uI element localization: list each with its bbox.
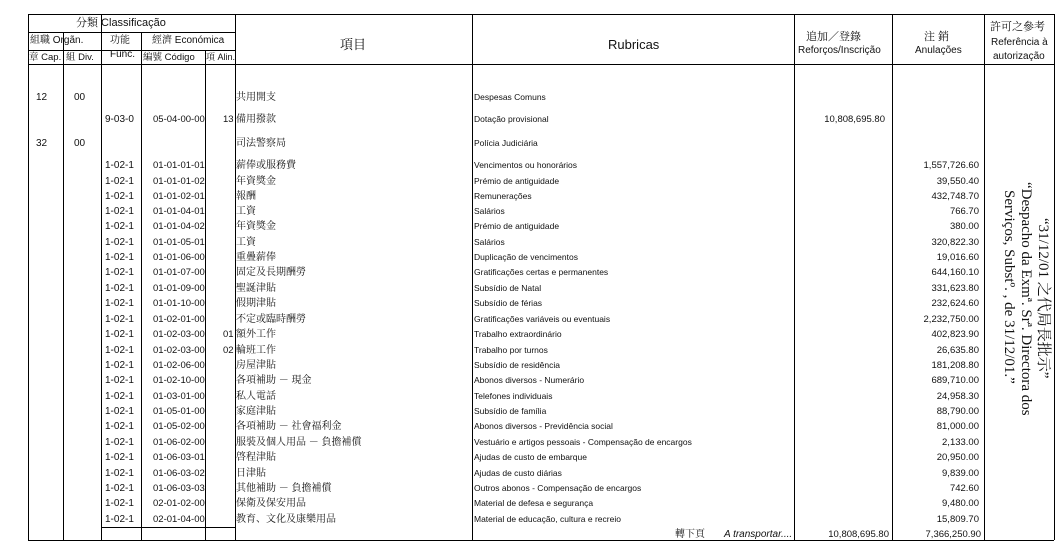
authorization-line2: “Despacho da Exmª. Srª. Directora dos [1018, 182, 1034, 416]
row-anulacao: 742.60 [949, 483, 979, 494]
row-func-code: 1-02-1 [105, 298, 134, 309]
row-econ-code: 02-01-04-00 [153, 514, 205, 525]
row-anulacao: 320,822.30 [931, 237, 979, 248]
header-reforcos-pt: Reforços/Inscrição [798, 45, 881, 56]
table-row [0, 159, 1063, 174]
header-anulacoes-zh: 注 銷 [924, 31, 950, 43]
row-rubrica: Subsídio de residência [474, 360, 561, 370]
table-row [0, 297, 1063, 312]
row-rubrica: Vestuário e artigos pessoais - Compensação de encargos [474, 437, 692, 447]
row-func-code: 1-02-1 [105, 237, 134, 248]
row-anulacao: 9,839.00 [942, 468, 979, 479]
row-econ-code: 01-01-01-01 [153, 160, 205, 171]
header-referencia-zh: 許可之參考 [990, 21, 1045, 33]
row-item-zh: 服裝及個人用品 － 負擔補償 [236, 437, 362, 448]
row-item-zh: 教育、文化及康樂用品 [236, 514, 336, 525]
header-div: 組 Div. [66, 52, 94, 63]
row-item-zh: 假期津貼 [236, 298, 276, 309]
table-row [0, 236, 1063, 251]
row-item-zh: 家庭津貼 [236, 406, 276, 417]
row-rubrica: Trabalho extraordinário [474, 329, 562, 339]
row-econ-code: 01-01-10-00 [153, 298, 205, 309]
row-func-code: 1-02-1 [105, 176, 134, 187]
row-func-code: 1-02-1 [105, 191, 134, 202]
row-econ-code: 01-02-03-00 [153, 329, 205, 340]
row-econ-code: 01-02-06-00 [153, 360, 205, 371]
table-row [0, 175, 1063, 190]
row-econ-code: 01-05-02-00 [153, 421, 205, 432]
row-item-zh: 日津貼 [236, 468, 266, 479]
row-anulacao: 24,958.30 [936, 391, 979, 402]
header-anulacoes-pt: Anulações [915, 45, 962, 56]
row-econ-code: 01-01-01-02 [153, 176, 205, 187]
row-item-zh: 固定及長期酬勞 [236, 267, 306, 278]
row-rubrica: Subsídio de férias [474, 298, 543, 308]
row-rubrica: Prémio de antiguidade [474, 221, 560, 231]
table-row [0, 91, 1063, 106]
row-item-zh: 司法警察局 [236, 138, 286, 149]
row-econ-code: 01-05-01-00 [153, 406, 205, 417]
row-func-code: 1-02-1 [105, 375, 134, 386]
row-anulacao: 766.70 [949, 206, 979, 217]
row-item-zh: 啓程津貼 [236, 452, 276, 463]
table-row [0, 374, 1063, 389]
header-organica: 組職 Orgãn. [30, 35, 84, 46]
table-row [0, 251, 1063, 266]
row-func-code: 1-02-1 [105, 437, 134, 448]
row-econ-code: 01-01-02-01 [153, 191, 205, 202]
header-reforcos-zh: 追加／登錄 [806, 31, 861, 43]
row-econ-code: 05-04-00-00 [153, 114, 205, 125]
row-rubrica: Duplicação de vencimentos [474, 252, 578, 262]
table-row [0, 266, 1063, 281]
row-func-code: 1-02-1 [105, 314, 134, 325]
row-item-zh: 輪班工作 [236, 345, 276, 356]
row-func-code: 1-02-1 [105, 452, 134, 463]
row-item-zh: 各項補助 － 現金 [236, 375, 312, 386]
row-item-zh: 備用撥款 [236, 114, 276, 125]
row-anulacao: 88,790.00 [936, 406, 979, 417]
row-item-zh: 不定或臨時酬勞 [236, 314, 306, 325]
row-anulacao: 9,480.00 [942, 498, 979, 509]
row-item-zh: 報酬 [236, 191, 256, 202]
row-item-zh: 聖誕津貼 [236, 283, 276, 294]
row-func-code: 1-02-1 [105, 267, 134, 278]
header-funcional-pt: Func. [110, 49, 136, 60]
row-econ-code: 01-01-07-00 [153, 267, 205, 278]
row-rubrica: Material de educação, cultura e recreio [474, 514, 621, 524]
row-rubrica: Trabalho por turnos [474, 345, 548, 355]
row-func-code: 1-02-1 [105, 421, 134, 432]
row-func-code: 1-02-1 [105, 406, 134, 417]
table-row [0, 282, 1063, 297]
header-cap: 章 Cap. [29, 52, 62, 63]
header-referencia-pt2: autorização [993, 51, 1045, 62]
table-row [0, 113, 1063, 128]
row-rubrica: Abonos diversos - Previdência social [474, 421, 613, 431]
row-rubrica: Despesas Comuns [474, 92, 546, 102]
table-row [0, 344, 1063, 359]
row-econ-code: 01-02-03-00 [153, 345, 205, 356]
row-item-zh: 重疊薪俸 [236, 252, 276, 263]
row-anulacao: 232,624.60 [931, 298, 979, 309]
row-econ-code: 01-02-01-00 [153, 314, 205, 325]
row-item-zh: 各項補助 － 社會福利金 [236, 421, 342, 432]
row-econ-code: 01-01-04-02 [153, 221, 205, 232]
row-func-code: 1-02-1 [105, 329, 134, 340]
footer-label-pt: A transportar.... [724, 529, 793, 540]
row-rubrica: Subsídio de Natal [474, 283, 542, 293]
row-rubrica: Salários [474, 237, 505, 247]
row-rubrica: Subsídio de família [474, 406, 547, 416]
row-item-zh: 年資獎金 [236, 221, 276, 232]
row-rubrica: Dotação provisional [474, 114, 549, 124]
footer-label-zh: 轉下頁 [675, 529, 705, 540]
header-referencia-pt1: Referência à [991, 37, 1048, 48]
table-row [0, 390, 1063, 405]
row-func-code: 1-02-1 [105, 252, 134, 263]
row-econ-code: 01-03-01-00 [153, 391, 205, 402]
row-anulacao: 402,823.90 [931, 329, 979, 340]
row-rubrica: Ajudas de custo de embarque [474, 452, 587, 462]
footer-reforcos-total: 10,808,695.80 [828, 529, 889, 540]
row-anulacao: 39,550.40 [936, 176, 979, 187]
row-anulacao: 26,635.80 [936, 345, 979, 356]
row-item-zh: 私人電話 [236, 391, 276, 402]
row-anulacao: 81,000.00 [936, 421, 979, 432]
row-econ-code: 01-06-03-02 [153, 468, 205, 479]
header-codigo: 編號 Código [143, 52, 195, 63]
table-row [0, 420, 1063, 435]
row-alinea: 01 [223, 329, 234, 340]
row-anulacao: 2,133.00 [942, 437, 979, 448]
row-rubrica: Material de defesa e segurança [474, 498, 594, 508]
row-anulacao: 331,623.80 [931, 283, 979, 294]
row-alinea: 13 [223, 114, 234, 125]
row-econ-code: 02-01-02-00 [153, 498, 205, 509]
row-func-code: 1-02-1 [105, 514, 134, 525]
row-func-code: 9-03-0 [105, 114, 134, 125]
row-func-code: 1-02-1 [105, 283, 134, 294]
row-rubrica: Ajudas de custo diárias [474, 468, 562, 478]
footer-anulacoes-total: 7,366,250.90 [925, 529, 981, 540]
row-econ-code: 01-01-05-01 [153, 237, 205, 248]
row-func-code: 1-02-1 [105, 345, 134, 356]
table-row [0, 497, 1063, 512]
table-row [0, 436, 1063, 451]
table-row [0, 328, 1063, 343]
row-div: 00 [74, 138, 86, 149]
row-anulacao: 644,160.10 [931, 267, 979, 278]
row-anulacao: 1,557,726.60 [923, 160, 979, 171]
table-row [0, 220, 1063, 235]
table-row [0, 451, 1063, 466]
table-row [0, 190, 1063, 205]
table-row [0, 467, 1063, 482]
row-rubrica: Outros abonos - Compensação de encargos [474, 483, 642, 493]
row-anulacao: 19,016.60 [936, 252, 979, 263]
row-item-zh: 額外工作 [236, 329, 276, 340]
row-rubrica: Telefones individuais [474, 391, 553, 401]
authorization-line1: “31/12/01 之代局長批示” [1035, 218, 1051, 379]
row-anulacao: 380.00 [949, 221, 979, 232]
header-economica: 經濟 Económica [152, 35, 225, 46]
row-func-code: 1-02-1 [105, 160, 134, 171]
row-item-zh: 其他補助 － 負擔補償 [236, 483, 332, 494]
row-item-zh: 共用開支 [236, 92, 276, 103]
row-reforco: 10,808,695.80 [824, 114, 885, 125]
row-econ-code: 01-06-02-00 [153, 437, 205, 448]
row-rubrica: Abonos diversos - Numerário [474, 375, 585, 385]
row-rubrica: Gratificações certas e permanentes [474, 267, 609, 277]
row-anulacao: 15,809.70 [936, 514, 979, 525]
header-classificacao: 分類 Classificação [76, 17, 166, 29]
row-anulacao: 689,710.00 [931, 375, 979, 386]
row-item-zh: 薪俸或服務費 [236, 160, 296, 171]
table-row [0, 482, 1063, 497]
row-econ-code: 01-06-03-01 [153, 452, 205, 463]
row-rubrica: Remunerações [474, 191, 532, 201]
table-row [0, 137, 1063, 152]
row-rubrica: Polícia Judiciária [474, 138, 538, 148]
table-row [0, 205, 1063, 220]
row-func-code: 1-02-1 [105, 468, 134, 479]
row-econ-code: 01-06-03-03 [153, 483, 205, 494]
row-rubrica: Salários [474, 206, 505, 216]
row-anulacao: 2,232,750.00 [923, 314, 979, 325]
row-item-zh: 年資獎金 [236, 176, 276, 187]
table-row [0, 513, 1063, 528]
authorization-line3: Serviços, Substº. , de 31/12/01.” [1001, 190, 1017, 384]
row-rubrica: Prémio de antiguidade [474, 176, 560, 186]
row-econ-code: 01-02-10-00 [153, 375, 205, 386]
row-anulacao: 181,208.80 [931, 360, 979, 371]
table-row [0, 313, 1063, 328]
row-cap: 12 [36, 92, 48, 103]
row-rubrica: Gratificações variáveis ou eventuais [474, 314, 611, 324]
row-func-code: 1-02-1 [105, 360, 134, 371]
row-item-zh: 工資 [236, 206, 256, 217]
table-row [0, 359, 1063, 374]
header-alinea: 項 Alin. [206, 52, 236, 62]
row-div: 00 [74, 92, 86, 103]
header-item-zh: 項目 [340, 37, 367, 52]
row-item-zh: 保衛及保安用品 [236, 498, 306, 509]
header-rubricas: Rubricas [608, 37, 660, 52]
row-func-code: 1-02-1 [105, 483, 134, 494]
row-func-code: 1-02-1 [105, 206, 134, 217]
row-anulacao: 20,950.00 [936, 452, 979, 463]
table-row [0, 405, 1063, 420]
row-econ-code: 01-01-09-00 [153, 283, 205, 294]
row-econ-code: 01-01-04-01 [153, 206, 205, 217]
row-func-code: 1-02-1 [105, 391, 134, 402]
row-anulacao: 432,748.70 [931, 191, 979, 202]
row-alinea: 02 [223, 345, 234, 356]
header-funcional-zh: 功能 [110, 35, 130, 46]
row-func-code: 1-02-1 [105, 221, 134, 232]
row-item-zh: 房屋津貼 [236, 360, 276, 371]
row-func-code: 1-02-1 [105, 498, 134, 509]
row-rubrica: Vencimentos ou honorários [474, 160, 578, 170]
row-cap: 32 [36, 138, 48, 149]
row-item-zh: 工資 [236, 237, 256, 248]
row-econ-code: 01-01-06-00 [153, 252, 205, 263]
